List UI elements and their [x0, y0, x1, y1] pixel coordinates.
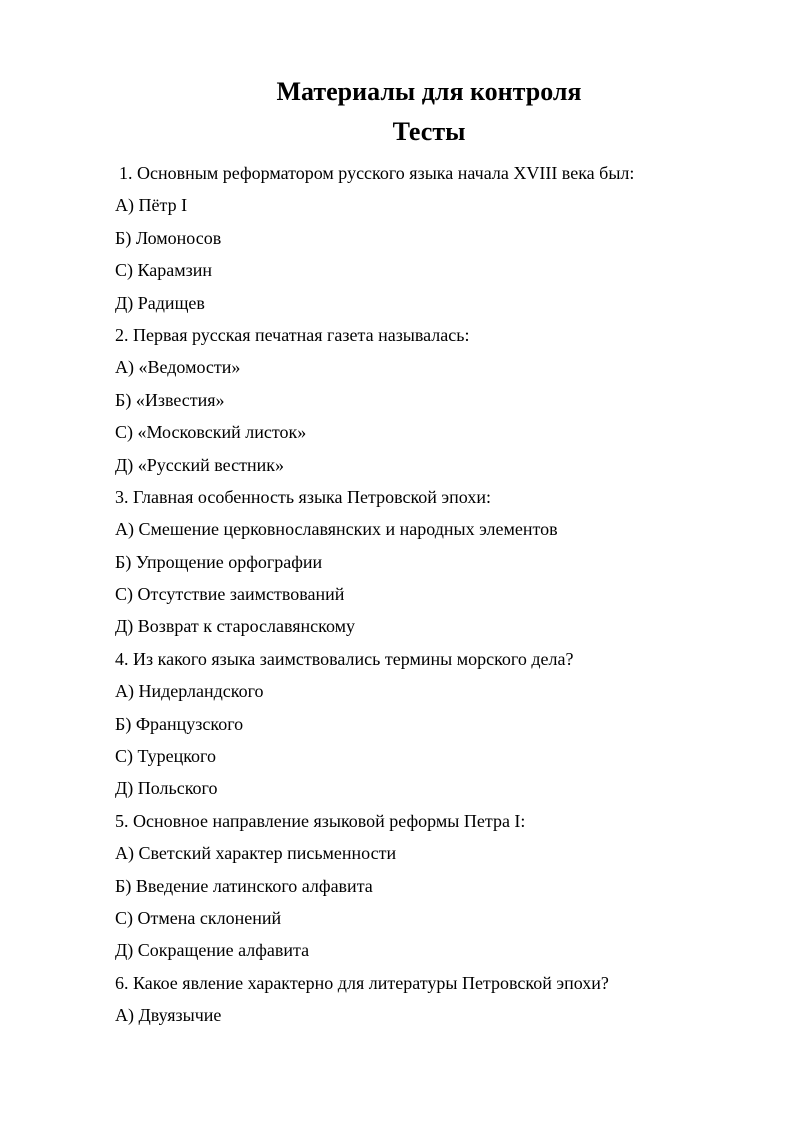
answer-option: А) «Ведомости» [115, 357, 241, 378]
answer-option: А) Нидерландского [115, 681, 264, 702]
answer-option: А) Светский характер письменности [115, 843, 397, 864]
question-3: 3. Главная особенность языка Петровской эпохи: [115, 486, 491, 507]
question-1: 1. Основным реформатором русского языка начала XVIII века был: [119, 163, 635, 183]
answer-option: Б) Упрощение орфографии [115, 551, 323, 572]
answer-option: Д) Сокращение алфавита [115, 940, 310, 961]
answer-option: Б) Введение латинского алфавита [115, 875, 373, 896]
answer-option: Д) Возврат к старославянскому [115, 616, 356, 637]
test-questions [115, 157, 755, 1032]
answer-option: С) Карамзин [115, 260, 213, 281]
answer-option: С) «Московский листок» [115, 422, 307, 443]
answer-option: Д) Польского [115, 778, 218, 799]
answer-option: А) Смешение церковнославянских и народных элементов [115, 519, 558, 540]
document-subtitle: Тесты [392, 117, 466, 146]
answer-option: С) Отсутствие заимствований [115, 584, 345, 605]
answer-option: А) Двуязычие [115, 1005, 222, 1026]
question-5: 5. Основное направление языковой реформы Петра I: [115, 810, 526, 831]
answer-option: А) Пётр I [115, 195, 188, 216]
question-6: 6. Какое явление характерно для литературы Петровской эпохи? [115, 972, 609, 993]
question-2: 2. Первая русская печатная газета называлась: [115, 324, 470, 345]
question-4: 4. Из какого языка заимствовались термины морского дела? [115, 648, 574, 669]
answer-option: Б) Французского [115, 713, 244, 734]
answer-option: Б) «Известия» [115, 389, 225, 410]
answer-option: С) Отмена склонений [115, 907, 282, 928]
answer-option: С) Турецкого [115, 746, 216, 767]
answer-option: Д) Радищев [115, 292, 205, 313]
answer-option: Д) «Русский вестник» [115, 454, 284, 475]
answer-option: Б) Ломоносов [115, 227, 222, 248]
document-title: Материалы для контроля [276, 77, 582, 106]
